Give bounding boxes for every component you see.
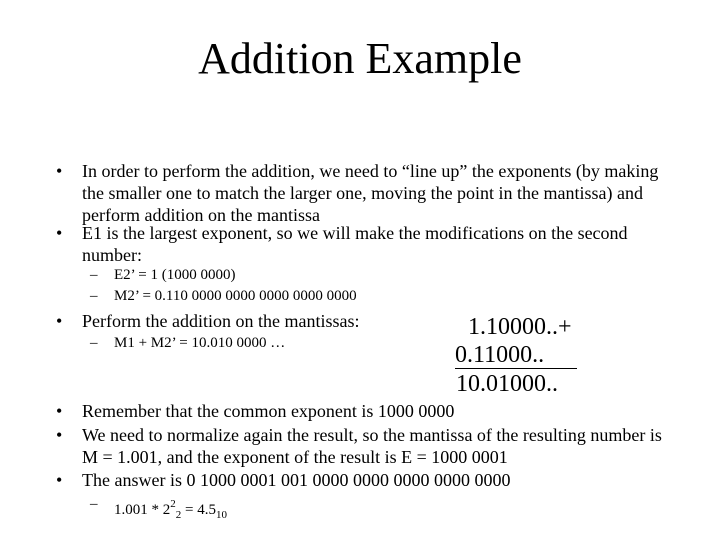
- subbullet-text: M2’ = 0.110 0000 0000 0000 0000 0000: [114, 288, 357, 304]
- bullet-text: The answer is 0 1000 0001 001 0000 0000 0000 0000 0000: [82, 470, 511, 490]
- calc-line-1: 1.10000..+: [468, 314, 572, 340]
- bullet-icon: •: [56, 311, 63, 331]
- bullet-text: We need to normalize again the result, so the mantissa of the resulting number is M = 1.001, and the exponent of the result is E = 1000 0001: [82, 425, 662, 467]
- subbullet-text: M1 + M2’ = 10.010 0000 …: [114, 335, 286, 351]
- formula-prefix: 1.001 * 2: [114, 502, 171, 518]
- bullet-icon: •: [56, 223, 63, 243]
- bullet-icon: •: [56, 401, 63, 421]
- calc-result: 10.01000..: [456, 371, 558, 397]
- calc-line-2: 0.11000..: [455, 342, 545, 368]
- slide-title: Addition Example: [198, 34, 522, 83]
- dash-icon: –: [90, 496, 98, 512]
- bullet-text: Remember that the common exponent is 1000 0000: [82, 401, 455, 421]
- bullet-text: In order to perform the addition, we need to “line up” the exponents (by making the smaller one to match the larger one, moving the point in the mantissa) and perform addition on the mantissa: [82, 161, 659, 225]
- dash-icon: –: [90, 335, 98, 351]
- bullet-text: Perform the addition on the mantissas:: [82, 311, 360, 331]
- bullet-icon: •: [56, 470, 63, 490]
- formula-result: = 4.5: [181, 502, 216, 518]
- subbullet-text: [114, 494, 227, 525]
- bullet-icon: •: [56, 161, 63, 181]
- dash-icon: –: [90, 288, 98, 304]
- formula-exponent: 2: [170, 498, 176, 510]
- formula-result-subscript: 10: [215, 509, 227, 521]
- bullet-text: E1 is the largest exponent, so we will make the modifications on the second number:: [82, 223, 628, 265]
- subbullet-text: E2’ = 1 (1000 0000): [114, 267, 236, 283]
- formula-base-subscript: 2: [175, 509, 182, 521]
- dash-icon: –: [90, 267, 98, 283]
- bullet-icon: •: [56, 425, 63, 445]
